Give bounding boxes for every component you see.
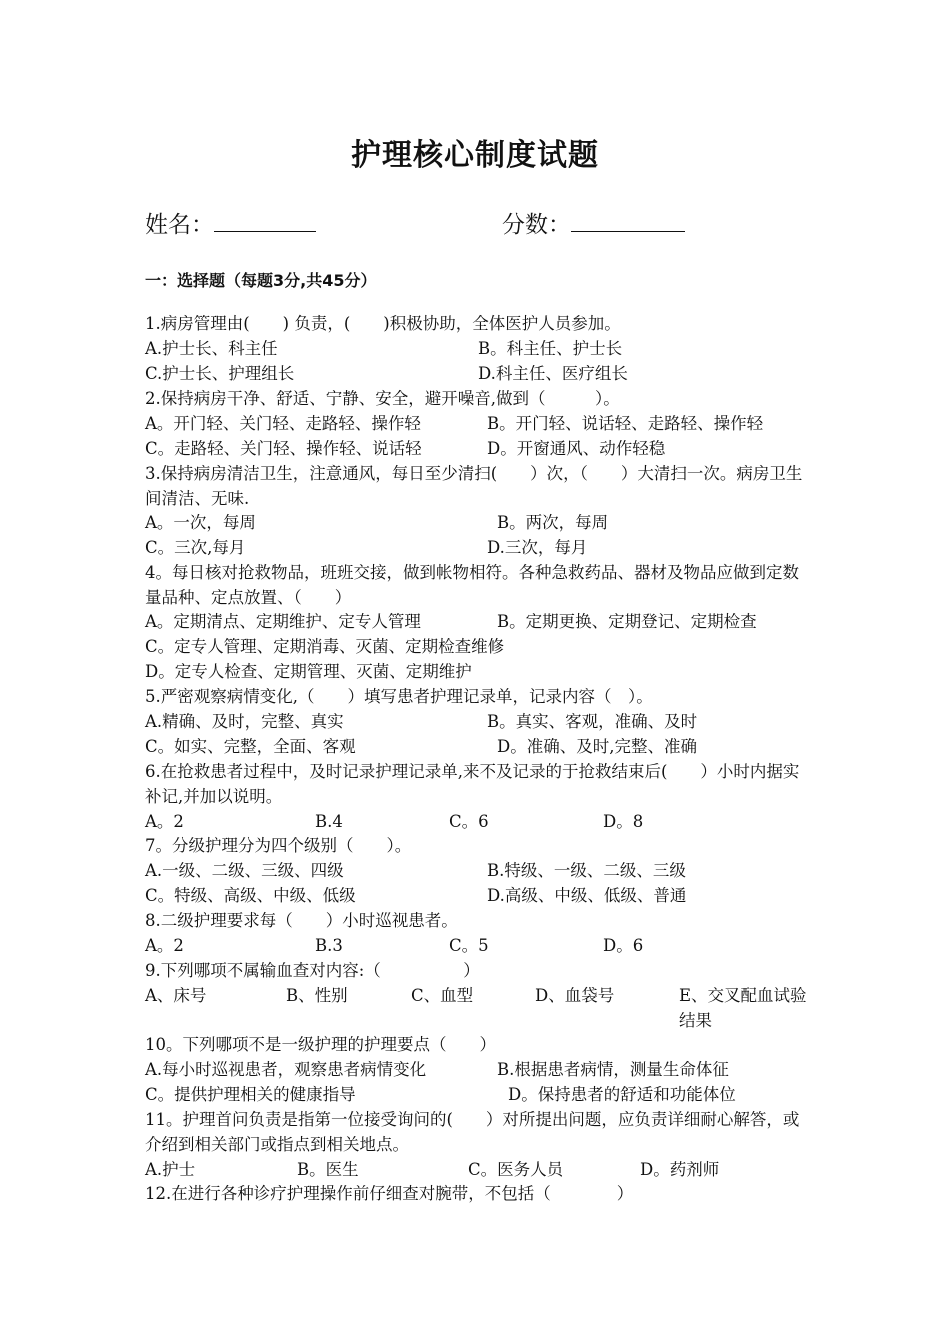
option: C。走路轻、关门轻、操作轻、说话轻 [145,439,422,458]
question-stem: 3.保持病房清洁卫生，注意通风，每日至少清扫( ）次，（ ）大清扫一次。病房卫生间清洁、无味. [145,464,803,508]
option: A.护士 [145,1160,196,1179]
option: A。定期清点、定期维护、定专人管理 [145,612,421,631]
option: B。真实、客观，准确、及时 [487,712,698,731]
option: A.一级、二级、三级、四级 [145,861,344,880]
option: C。定专人管理、定期消毒、灭菌、定期检查维修 [145,637,505,656]
question-stem: 4。每日核对抢救物品，班班交接，做到帐物相符。各种急救药品、器材及物品应做到定数量品种、定点放置、（ ） [145,563,799,607]
option: B。定期更换、定期登记、定期检查 [497,612,757,631]
option: A。开门轻、关门轻、走路轻、操作轻 [145,414,421,433]
question-stem: 7。分级护理分为四个级别（ ）。 [145,836,412,855]
option: B。两次，每周 [497,513,609,532]
page-title: 护理核心制度试题 [351,138,599,173]
option: A.精确、及时，完整、真实 [145,712,344,731]
option: A.每小时巡视患者，观察患者病情变化 [145,1060,427,1079]
option: B。医生 [297,1160,359,1179]
option: A。2 [145,812,184,831]
question-stem: 2.保持病房干净、舒适、宁静、安全，避开噪音,做到（ ）。 [145,389,620,408]
option: C。如实、完整，全面、客观 [145,737,356,756]
option: D。定专人检查、定期管理、灭菌、定期维护 [145,662,472,681]
option: D.高级、中级、低级、普通 [487,886,687,905]
option: C。医务人员 [468,1160,564,1179]
option: B。开门轻、说话轻、走路轻、操作轻 [487,414,764,433]
option: C。三次,每月 [145,538,246,557]
option: B.4 [315,812,343,831]
option: D。8 [603,812,644,831]
option: C.护士长、护理组长 [145,364,295,383]
option: D。开窗通风、动作轻稳 [487,439,666,458]
option: D.三次，每月 [487,538,588,557]
option: C。5 [449,936,489,955]
option: C。6 [449,812,489,831]
option: B.3 [315,936,343,955]
option: D。保持患者的舒适和功能体位 [508,1085,736,1104]
option: B.特级、一级、二级、三级 [487,861,686,880]
option: B.根据患者病情，测量生命体征 [497,1060,729,1079]
name-blank [214,207,316,232]
option: A、床号 [145,986,207,1005]
question-stem: 10。下列哪项不是一级护理的护理要点（ ） [145,1035,496,1054]
score-field [502,206,685,239]
option: C。提供护理相关的健康指导 [145,1085,356,1104]
option: B。科主任、护士长 [478,339,623,358]
option: D.科主任、医疗组长 [478,364,628,383]
question-stem: 9.下列哪项不属输血查对内容:（ ） [145,961,480,980]
question-stem: 6.在抢救患者过程中，及时记录护理记录单,来不及记录的于抢救结束后( ）小时内据实补记,并加以说明。 [145,762,800,806]
option: A。一次，每周 [145,513,256,532]
score-blank [571,207,685,232]
option: B、性别 [286,986,348,1005]
option: C。特级、高级、中级、低级 [145,886,356,905]
section-heading: 一：选择题（每题3分,共45分） [145,271,377,290]
option: A。2 [145,936,184,955]
question-stem: 11。护理首问负责是指第一位接受询问的( ）对所提出问题，应负责详细耐心解答，或介绍到相关部门或指点到相关地点。 [145,1110,800,1154]
question-stem: 8.二级护理要求每（ ）小时巡视患者。 [145,911,458,930]
name-field [145,206,316,239]
option: D、血袋号 [535,986,615,1005]
option: D。6 [603,936,644,955]
option: D。药剂师 [640,1160,720,1179]
option: C、血型 [411,986,474,1005]
score-label: 分数： [502,212,571,238]
option: A.护士长、科主任 [145,339,278,358]
question-stem: 12.在进行各种诊疗护理操作前仔细查对腕带，不包括（ ） [145,1184,634,1203]
question-stem: 1.病房管理由( ) 负责，( )积极协助，全体医护人员参加。 [145,314,621,333]
question-stem: 5.严密观察病情变化,（ ）填写患者护理记录单，记录内容（ ）。 [145,687,653,706]
option: E、交叉配血试验结果 [679,986,807,1030]
name-label: 姓名： [145,212,214,238]
option: D。准确、及时,完整、准确 [497,737,697,756]
